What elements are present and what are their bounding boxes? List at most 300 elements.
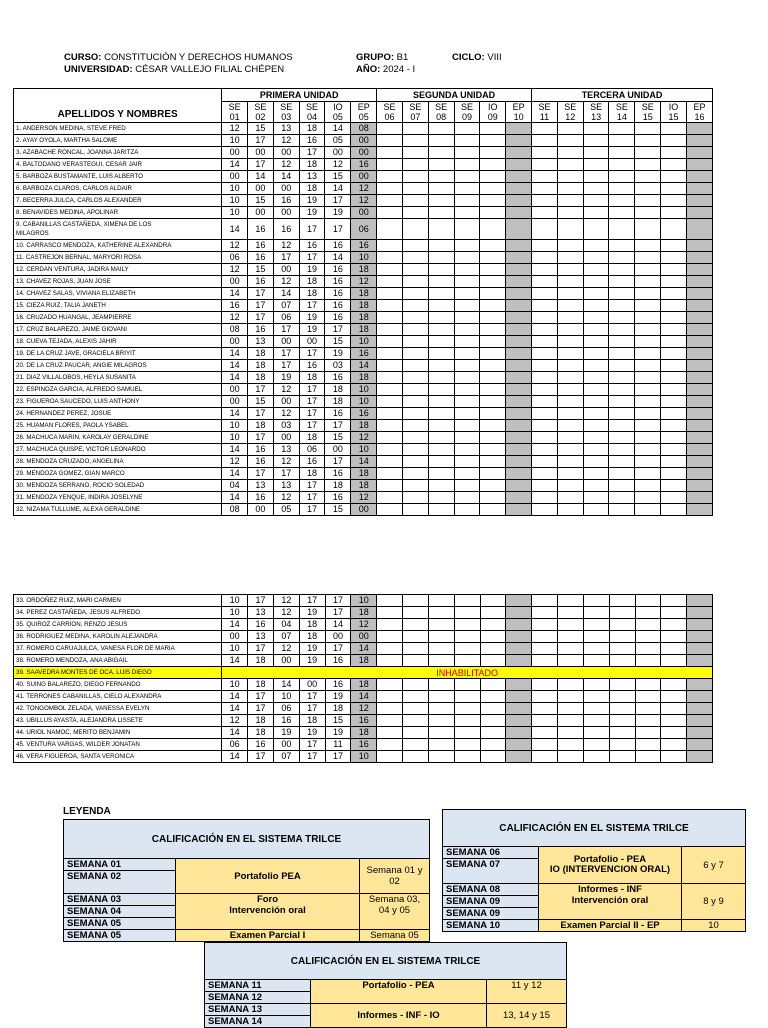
grade-cell	[428, 384, 454, 396]
grade-cell: 16	[325, 300, 351, 312]
week-number: 02	[255, 112, 266, 122]
grade-cell	[506, 420, 532, 432]
student-row	[14, 691, 713, 703]
student-number: 24.	[16, 410, 25, 417]
grade-cell: 14	[248, 171, 274, 183]
grade-cell	[480, 336, 506, 348]
grade-cell: 14	[222, 619, 248, 631]
week-number: 07	[410, 112, 421, 122]
week-header	[222, 102, 248, 123]
student-fullname: MACHUCA MARIN, KAROLAY GERALDINE	[26, 434, 149, 441]
grade-cell	[377, 643, 403, 655]
week-number: 05	[332, 112, 343, 122]
grade-cell: 13	[248, 607, 274, 619]
grade-cell	[635, 468, 661, 480]
grade-cell	[532, 679, 558, 691]
grade-cell: 17	[248, 703, 274, 715]
grade-cell: 14	[222, 159, 248, 171]
grade-cell: 18	[351, 372, 377, 384]
student-fullname: RODRIGUEZ MEDINA, KAROLIN ALEJANDRA	[26, 633, 158, 640]
grade-cell: 12	[222, 312, 248, 324]
grade-cell	[635, 444, 661, 456]
grade-cell	[686, 171, 712, 183]
grade-cell: 10	[273, 691, 299, 703]
grade-cell: 14	[325, 619, 351, 631]
grade-cell	[377, 252, 403, 264]
grade-cell	[480, 384, 506, 396]
grade-cell	[428, 679, 454, 691]
grade-cell	[532, 159, 558, 171]
grade-cell	[402, 396, 428, 408]
grade-cell	[583, 195, 609, 207]
grade-cell: 18	[325, 480, 351, 492]
grade-cell	[377, 727, 403, 739]
grade-cell	[635, 207, 661, 219]
grade-cell	[402, 183, 428, 195]
student-fullname: CERDAN VENTURA, JADIRA MAILY	[26, 266, 129, 273]
grade-cell	[609, 444, 635, 456]
student-fullname: HERNANDEZ PEREZ, JOSUE	[26, 410, 112, 417]
grade-cell	[609, 207, 635, 219]
week-header	[299, 102, 325, 123]
grade-cell	[403, 631, 429, 643]
grade-cell	[609, 384, 635, 396]
grade-cell	[686, 444, 712, 456]
grade-cell: 12	[273, 240, 299, 252]
grade-cell	[480, 207, 506, 219]
grade-cell: 08	[222, 324, 248, 336]
grade-cell	[532, 360, 558, 372]
unit-header-1: PRIMERA UNIDAD	[222, 89, 377, 102]
grade-cell	[428, 691, 454, 703]
student-name	[14, 312, 222, 324]
student-fullname: BENAVIDES MEDINA, APOLINAR	[22, 209, 119, 216]
grade-cell	[583, 619, 609, 631]
grade-cell: 17	[325, 643, 351, 655]
student-number: 31.	[16, 494, 25, 501]
grade-cell	[532, 252, 558, 264]
grade-cell: 16	[299, 360, 325, 372]
grade-cell	[480, 679, 506, 691]
grade-cell	[402, 207, 428, 219]
grade-cell: 18	[351, 300, 377, 312]
student-name	[14, 667, 222, 679]
grade-cell	[557, 384, 583, 396]
group-info	[356, 52, 456, 76]
grade-cell: 04	[273, 619, 299, 631]
grade-cell	[687, 679, 713, 691]
week-number: 10	[513, 112, 524, 122]
grade-cell: 18	[299, 631, 325, 643]
grade-cell: 14	[222, 444, 248, 456]
grade-cell: 19	[299, 195, 325, 207]
grade-cell	[428, 183, 454, 195]
legend-week: SEMANA 13	[205, 1004, 311, 1016]
grade-cell	[480, 468, 506, 480]
grade-cell	[428, 727, 454, 739]
grade-cell	[661, 607, 687, 619]
grade-cell	[609, 643, 635, 655]
grade-cell: 00	[273, 432, 299, 444]
grade-cell	[661, 372, 687, 384]
grade-cell: 14	[222, 751, 248, 763]
grade-cell	[635, 171, 661, 183]
student-number: 43.	[16, 717, 25, 724]
grade-cell	[686, 396, 712, 408]
grade-cell: 04	[222, 480, 248, 492]
grade-cell	[403, 703, 429, 715]
grade-cell	[402, 300, 428, 312]
student-row	[14, 643, 713, 655]
grade-cell	[403, 655, 429, 667]
student-name	[14, 300, 222, 312]
grade-cell	[583, 703, 609, 715]
grade-cell	[686, 336, 712, 348]
grade-cell	[532, 276, 558, 288]
grade-cell: 00	[222, 147, 248, 159]
grade-cell	[609, 396, 635, 408]
grade-cell	[428, 171, 454, 183]
grade-cell: 10	[222, 595, 248, 607]
grade-cell	[454, 619, 480, 631]
grade-cell	[558, 679, 584, 691]
student-row	[14, 135, 713, 147]
grade-cell	[532, 444, 558, 456]
grade-cell: 17	[299, 384, 325, 396]
grade-cell	[454, 159, 480, 171]
grade-cell	[557, 159, 583, 171]
week-header	[377, 102, 403, 123]
grade-cell	[454, 147, 480, 159]
grade-cell	[557, 336, 583, 348]
grade-cell	[609, 300, 635, 312]
grade-cell	[609, 468, 635, 480]
grade-cell: 12	[222, 240, 248, 252]
grade-cell	[480, 123, 506, 135]
grade-cell	[377, 456, 403, 468]
grade-cell	[428, 655, 454, 667]
grade-cell: 14	[273, 679, 299, 691]
grade-cell: 12	[351, 619, 377, 631]
grade-cell	[583, 480, 609, 492]
grade-cell	[506, 219, 532, 240]
grade-cell	[661, 715, 687, 727]
grade-cell	[403, 679, 429, 691]
grade-cell	[687, 595, 713, 607]
grade-cell	[402, 135, 428, 147]
grade-cell	[609, 219, 635, 240]
grade-cell: 00	[222, 336, 248, 348]
grade-cell: 16	[248, 492, 274, 504]
grade-cell: 00	[222, 384, 248, 396]
grade-cell	[532, 183, 558, 195]
legend-week: SEMANA 01	[64, 859, 176, 871]
grade-cell	[454, 240, 480, 252]
grade-cell	[480, 372, 506, 384]
grade-cell: 18	[248, 679, 274, 691]
grade-cell: 19	[273, 372, 299, 384]
grade-cell	[506, 147, 532, 159]
grade-cell	[506, 595, 532, 607]
grade-cell	[686, 360, 712, 372]
grade-cell	[661, 396, 687, 408]
grade-cell	[377, 183, 403, 195]
grade-cell	[506, 607, 532, 619]
grade-cell	[686, 312, 712, 324]
grade-cell	[480, 408, 506, 420]
week-type: SE	[590, 102, 603, 112]
grade-cell: 17	[248, 595, 274, 607]
grade-cell	[583, 432, 609, 444]
grade-cell	[609, 348, 635, 360]
student-name	[14, 715, 222, 727]
grade-cell	[506, 195, 532, 207]
grade-cell	[583, 219, 609, 240]
grade-cell: 18	[351, 288, 377, 300]
grade-cell	[661, 324, 687, 336]
grade-cell: 16	[248, 219, 274, 240]
grade-cell: 14	[273, 171, 299, 183]
grade-cell	[635, 252, 661, 264]
grade-cell	[686, 420, 712, 432]
grade-cell	[377, 595, 403, 607]
grade-cell: 16	[351, 739, 377, 751]
grade-cell	[428, 504, 454, 516]
grade-cell	[480, 360, 506, 372]
student-number: 16.	[16, 314, 25, 321]
grade-cell	[402, 384, 428, 396]
grade-cell	[428, 264, 454, 276]
grade-cell: 12	[273, 492, 299, 504]
student-row	[14, 456, 713, 468]
grade-cell: 14	[222, 219, 248, 240]
grade-cell	[609, 739, 635, 751]
grade-cell: 13	[248, 631, 274, 643]
grade-cell: 16	[273, 715, 299, 727]
grade-cell: 10	[222, 643, 248, 655]
week-header	[454, 102, 480, 123]
student-row	[14, 444, 713, 456]
legend-box-unit2	[442, 809, 746, 932]
student-row	[14, 631, 713, 643]
grade-cell	[428, 420, 454, 432]
grade-cell: 16	[325, 679, 351, 691]
student-row	[14, 396, 713, 408]
grade-cell	[686, 135, 712, 147]
grade-cell: 16	[351, 348, 377, 360]
week-header	[635, 102, 661, 123]
student-fullname: CHAVEZ SALAS, VIVIANA ELIZABETH	[26, 290, 136, 297]
student-number: 3.	[16, 149, 22, 156]
legend-foro: Foro	[256, 894, 279, 905]
student-row	[14, 504, 713, 516]
grupo-value: B1	[396, 52, 409, 63]
grade-cell	[661, 444, 687, 456]
grade-cell	[532, 147, 558, 159]
grade-cell: 14	[222, 408, 248, 420]
student-name	[14, 480, 222, 492]
grade-cell: 19	[299, 655, 325, 667]
grade-cell	[557, 360, 583, 372]
student-name	[14, 468, 222, 480]
student-number: 7.	[16, 197, 22, 204]
student-fullname: AYAY OYOLA, MARTHA SALOME	[22, 137, 118, 144]
ciclo-label: CICLO:	[452, 52, 485, 63]
student-row	[14, 727, 713, 739]
grade-cell	[635, 595, 661, 607]
grade-cell	[583, 147, 609, 159]
grade-cell	[558, 607, 584, 619]
grade-cell	[480, 219, 506, 240]
student-fullname: UBILLUS AYASTA, ALEJANDRA LISSETE	[26, 717, 143, 724]
grade-cell: 12	[273, 595, 299, 607]
grade-cell: 16	[273, 195, 299, 207]
student-name	[14, 288, 222, 300]
legend-inf-weeks: 8 y 9	[682, 884, 746, 920]
grade-cell	[454, 492, 480, 504]
grade-cell	[687, 631, 713, 643]
grade-cell	[635, 619, 661, 631]
grade-cell	[635, 219, 661, 240]
student-row	[14, 276, 713, 288]
student-fullname-cont: MILAGROS	[16, 230, 49, 237]
student-row	[14, 123, 713, 135]
grade-cell	[428, 300, 454, 312]
week-header	[402, 102, 428, 123]
grade-cell	[635, 751, 661, 763]
grade-cell	[377, 300, 403, 312]
grade-cell: 00	[351, 171, 377, 183]
grade-cell	[532, 219, 558, 240]
grade-cell: 18	[299, 183, 325, 195]
grade-cell	[661, 195, 687, 207]
grade-cell	[506, 655, 532, 667]
student-number: 40.	[16, 681, 25, 688]
week-header	[583, 102, 609, 123]
grade-cell	[480, 420, 506, 432]
grade-cell: 18	[351, 420, 377, 432]
grade-cell: 19	[325, 691, 351, 703]
grade-cell	[557, 171, 583, 183]
week-header	[325, 102, 351, 123]
grade-cell	[402, 408, 428, 420]
grade-cell: 00	[273, 264, 299, 276]
grade-cell	[532, 480, 558, 492]
curso-label: CURSO:	[64, 52, 102, 63]
grade-cell	[480, 159, 506, 171]
student-number: 42.	[16, 705, 25, 712]
student-number: 35.	[16, 621, 25, 628]
grade-cell	[557, 252, 583, 264]
grade-cell: 12	[222, 264, 248, 276]
week-header	[248, 102, 274, 123]
student-number: 20.	[16, 362, 25, 369]
grade-cell	[454, 183, 480, 195]
grade-cell	[609, 480, 635, 492]
grade-cell: 18	[248, 715, 274, 727]
grade-cell	[609, 727, 635, 739]
grade-cell	[687, 607, 713, 619]
student-fullname: ORDOÑEZ RUIZ, MARI CARMEN	[26, 597, 121, 604]
grade-cell	[428, 219, 454, 240]
grade-cell	[480, 619, 506, 631]
grade-cell: 12	[351, 276, 377, 288]
grade-cell	[609, 195, 635, 207]
week-number: 16	[694, 112, 705, 122]
grade-cell	[609, 135, 635, 147]
grade-cell	[609, 456, 635, 468]
grade-cell	[635, 240, 661, 252]
grade-cell	[428, 159, 454, 171]
student-fullname: QUIROZ CARRION, RENZO JESUS	[26, 621, 128, 628]
student-fullname: CUEVA TEJADA, ALEXIS JAHIR	[26, 338, 117, 345]
student-number: 19.	[16, 350, 25, 357]
grade-cell	[661, 655, 687, 667]
grade-cell: 17	[299, 420, 325, 432]
grade-cell	[454, 456, 480, 468]
grade-cell	[635, 727, 661, 739]
student-fullname: CHAVEZ ROJAS, JUAN JOSE	[26, 278, 111, 285]
grade-cell	[635, 504, 661, 516]
legend-week: SEMANA 02	[64, 871, 176, 894]
grade-cell	[428, 252, 454, 264]
grade-cell	[506, 492, 532, 504]
grade-cell	[454, 715, 480, 727]
legend-portafolio-weeks: Semana 01 y 02	[360, 859, 430, 894]
grade-cell: 14	[222, 727, 248, 739]
grade-cell	[402, 171, 428, 183]
grade-cell	[480, 240, 506, 252]
anio-value: 2024 - I	[382, 64, 416, 75]
grade-cell	[635, 123, 661, 135]
grade-cell	[377, 348, 403, 360]
grade-cell	[428, 348, 454, 360]
grade-cell	[506, 384, 532, 396]
student-row	[14, 739, 713, 751]
grade-cell: 17	[248, 432, 274, 444]
grade-cell: 16	[248, 324, 274, 336]
grade-cell	[532, 595, 558, 607]
grade-cell	[402, 123, 428, 135]
student-name	[14, 123, 222, 135]
grade-cell: 14	[351, 643, 377, 655]
week-number: 14	[616, 112, 627, 122]
grade-cell	[532, 468, 558, 480]
grade-cell: 16	[351, 715, 377, 727]
grade-cell	[428, 195, 454, 207]
grade-cell	[480, 631, 506, 643]
student-row	[14, 492, 713, 504]
grade-cell: 18	[248, 372, 274, 384]
grade-cell: 17	[248, 468, 274, 480]
student-fullname: MENDOZA GOMEZ, GIAN MARCO	[26, 470, 125, 477]
student-number: 30.	[16, 482, 25, 489]
student-fullname: NIZAMA TULLUME, ALEXA GERALDINE	[26, 506, 141, 513]
student-fullname: SUING BALAREZO, DIEGO FERNANDO	[26, 681, 141, 688]
grade-cell	[583, 631, 609, 643]
grade-cell	[454, 468, 480, 480]
grade-cell	[661, 159, 687, 171]
grade-cell	[403, 595, 429, 607]
grade-cell: 16	[351, 240, 377, 252]
week-type: IO	[333, 102, 343, 112]
grade-cell	[454, 420, 480, 432]
grade-cell: 17	[248, 159, 274, 171]
grade-cell: 10	[351, 595, 377, 607]
grade-cell: 18	[248, 348, 274, 360]
grade-cell: 00	[351, 147, 377, 159]
grade-cell: 16	[248, 444, 274, 456]
